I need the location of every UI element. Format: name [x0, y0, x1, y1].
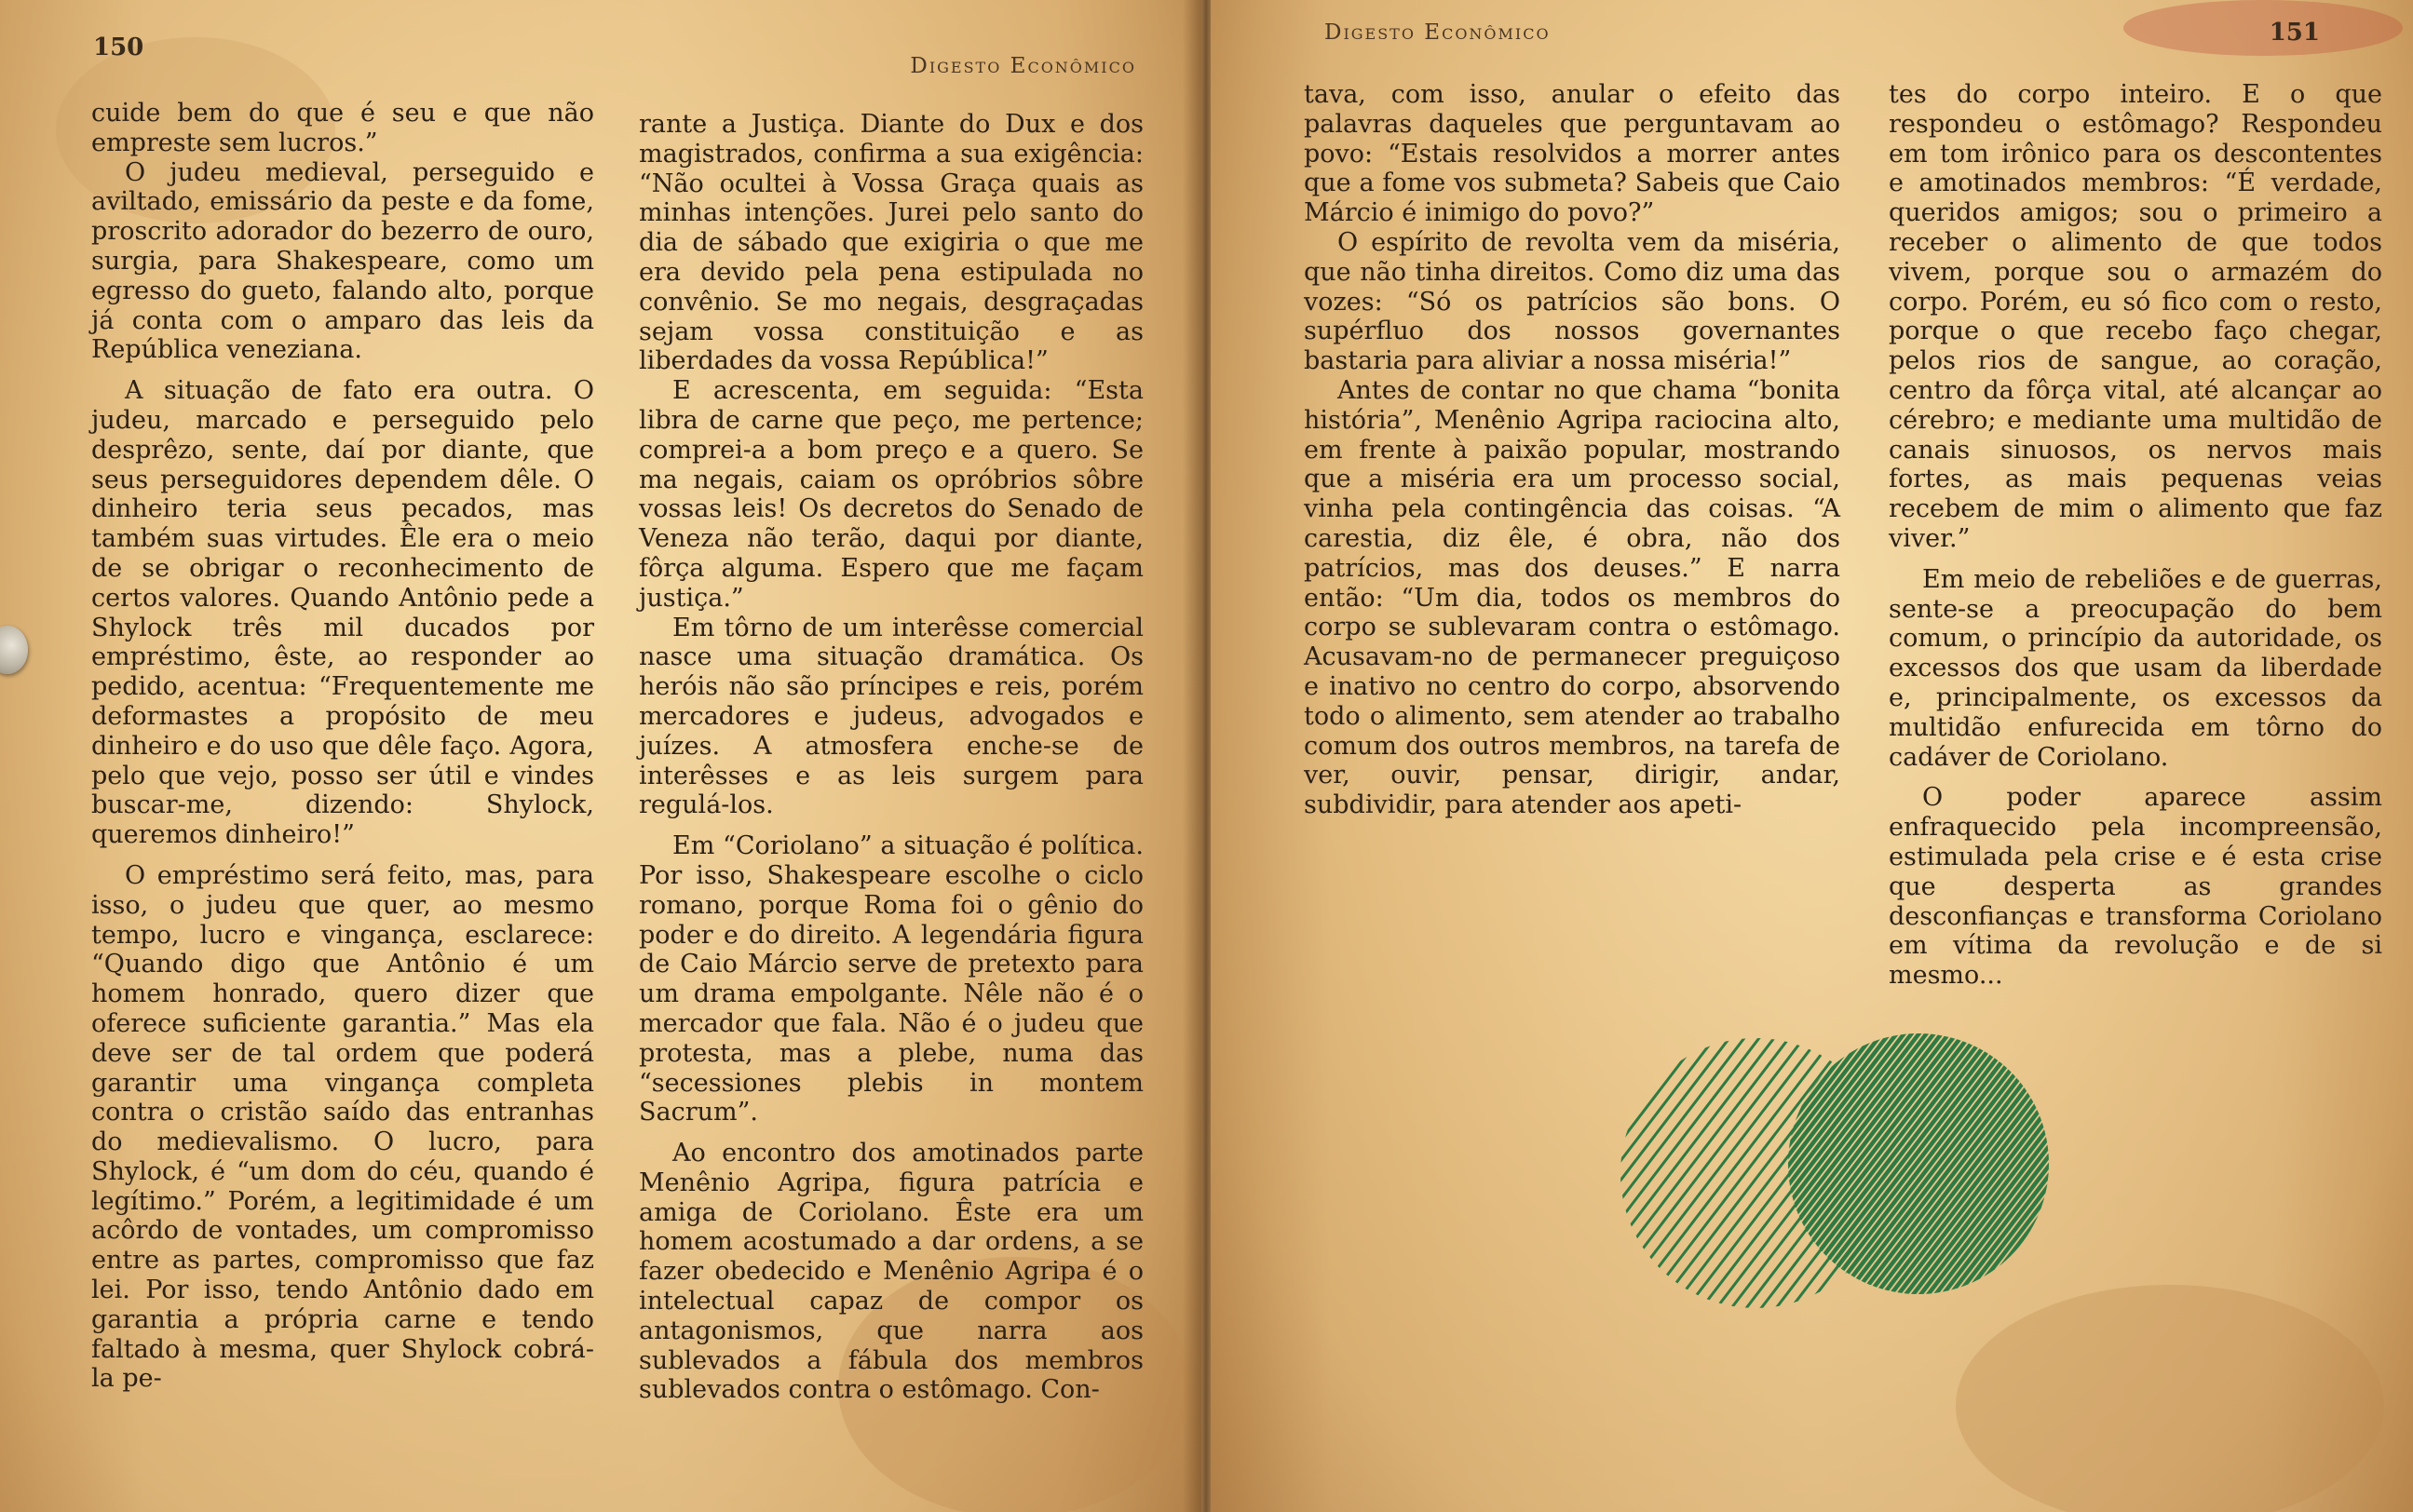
right-page-column-2: [1889, 80, 2382, 991]
paragraph: O espírito de revolta vem da miséria, que não tinha direitos. Como diz uma das vozes: “Só os patrícios são bons. O supérfluo dos nossos governantes bastaria para aliviar a nossa miséria!”: [1304, 227, 1840, 376]
right-page: [1211, 0, 2413, 1512]
left-page-number: 150: [93, 34, 144, 61]
hatched-circles-ornament-icon: [1602, 1033, 2086, 1313]
right-running-head: Digesto Econômico: [1324, 20, 1551, 45]
binder-hole-icon: [0, 626, 28, 674]
left-page: [0, 0, 1201, 1512]
left-page-column-2: [639, 110, 1144, 1405]
paragraph: Em “Coriolano” a situação é política. Por isso, Shakespeare escolhe o ciclo romano, porque Roma foi o gênio do poder e do direito. A legendária figura de Caio Márcio serve de pretexto para um drama empolgante. Nêle não é o mercador que fala. Não é o judeu que protesta, mas a plebe, numa das “secessiones plebis in montem Sacrum”.: [639, 831, 1144, 1127]
paragraph: Antes de contar no que chama “bonita história”, Menênio Agripa raciocina alto, em frente à paixão popular, mostrando que a miséria era um processo social, vinha pela contingência das coisas. “A carestia, diz êle, é obra, não dos patrícios, mas dos deuses.” E narra então: “Um dia, todos os membros do corpo se sublevaram contra o estômago. Acusavam-no de permanecer preguiçoso e inativo no centro do corpo, absorvendo todo o alimento, sem atender ao trabalho comum dos outros membros, na tarefa de ver, ouvir, pensar, dirigir, andar, subdividir, para atender aos apeti-: [1304, 375, 1840, 820]
paragraph: O poder aparece assim enfraquecido pela incompreensão, estimulada pela crise e é esta crise que desperta as grandes desconfianças e transforma Coriolano em vítima da revolução e de si mesmo...: [1889, 783, 2382, 991]
paragraph: Em tôrno de um interêsse comercial nasce uma situação dramática. Os heróis não são príncipes e reis, porém mercadores e judeus, advogados e juízes. A atmosfera enche-se de interêsses e as leis surgem para regulá-los.: [639, 613, 1144, 820]
left-running-head: Digesto Econômico: [910, 54, 1136, 78]
paragraph: tes do corpo inteiro. E o que respondeu o estômago? Respondeu em tom irônico para os descontentes e amotinados membros: “É verdade, queridos amigos; sou o primeiro a receber o alimento de que todos vivem, porque sou o armazém do corpo. Porém, eu só fico com o resto, porque o que recebo faço chegar, pelos rios de sangue, ao coração, centro da fôrça vital, até alcançar ao cérebro; e mediante uma multidão de canais sinuosos, os nervos mais fortes, as mais pequenas veias recebem de mim o alimento que faz viver.”: [1889, 80, 2382, 553]
paragraph: Em meio de rebeliões e de guerras, sente-se a preocupação do bem comum, o princípio da autoridade, os excessos dos que usam da liberdade e, principalmente, os excessos da multidão enfurecida em tôrno do cadáver de Coriolano.: [1889, 564, 2382, 772]
left-page-column-1: [91, 99, 594, 1394]
paragraph: tava, com isso, anular o efeito das palavras daqueles que perguntavam ao povo: “Estais resolvidos a morrer antes que a fome vos submeta? Sabeis que Caio Márcio é inimigo do povo?”: [1304, 80, 1840, 228]
paragraph: O judeu medieval, perseguido e aviltado, emissário da peste e da fome, proscrito adorador do bezerro de ouro, surgia, para Shakespeare, como um egresso do gueto, falando alto, porque já conta com o amparo das leis da República veneziana.: [91, 157, 594, 365]
right-page-column-1: [1304, 80, 1840, 820]
right-page-number: 151: [2269, 19, 2320, 47]
paragraph: rante a Justiça. Diante do Dux e dos magistrados, confirma a sua exigência: “Não ocultei à Vossa Graça quais as minhas intenções. Jurei pelo santo do dia de sábado que exigiria o que me era devido pela pena estipulada no convênio. Se mo negais, desgraçadas sejam vossa constituição e as liberdades da vossa República!”: [639, 110, 1144, 376]
paragraph: A situação de fato era outra. O judeu, marcado e perseguido pelo desprêzo, sente, daí por diante, que seus perseguidores dependem dêle. O dinheiro teria seus pecados, mas também suas virtudes. Êle era o meio de se obrigar o reconhecimento de certos valores. Quando Antônio pede a Shylock três mil ducados por empréstimo, êste, ao responder ao pedido, acentua: “Frequentemente me deformastes a propósito de meu dinheiro e do uso que dêle faço. Agora, pelo que vejo, posso ser útil e vindes buscar-me, dizendo: Shylock, queremos dinheiro!”: [91, 376, 594, 850]
paragraph: E acrescenta, em seguida: “Esta libra de carne que peço, me pertence; comprei-a a bom preço e a quero. Se ma negais, caiam os opróbrios sôbre vossas leis! Os decretos do Senado de Veneza não terão, daqui por diante, fôrça alguma. Espero que me façam justiça.”: [639, 376, 1144, 613]
paragraph: cuide bem do que é seu e que não empreste sem lucros.”: [91, 99, 594, 157]
paragraph: Ao encontro dos amotinados parte Menênio Agripa, figura patrícia e amiga de Coriolano. Êste era um homem acostumado a dar ordens, a se fazer obedecido e Menênio Agripa é o intelectual capaz de compor os antagonismos, que narra aos sublevados a fábula dos membros sublevados contra o estômago. Con-: [639, 1139, 1144, 1405]
paragraph: O empréstimo será feito, mas, para isso, o judeu que quer, ao mesmo tempo, lucro e vingança, esclarece: “Quando digo que Antônio é um homem honrado, quero dizer que oferece suficiente garantia.” Mas ela deve ser de tal ordem que poderá garantir uma vingança completa contra o cristão saído das entranhas do medievalismo. O lucro, para Shylock, é “um dom do céu, quando é legítimo.” Porém, a legitimidade é um acôrdo de vontades, um compromisso entre as partes, compromisso que faz lei. Por isso, tendo Antônio dado em garantia a própria carne e tendo faltado à mesma, quer Shylock cobrá-la pe-: [91, 860, 594, 1394]
